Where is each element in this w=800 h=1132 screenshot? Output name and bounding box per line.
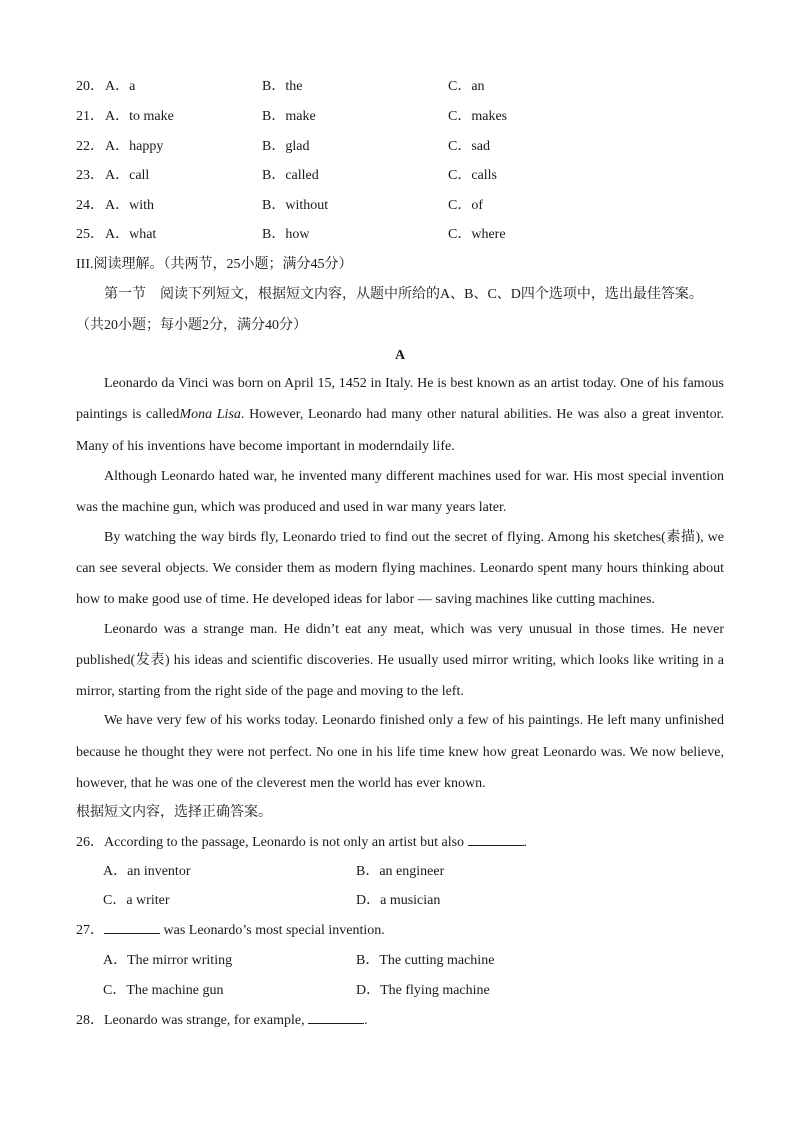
passage-line: Although Leonardo hated war, he invented many different machines used for war. His most special invention <box>104 469 724 484</box>
passage-line: We have very few of his works today. Leonardo finished only a few of his paintings. He left many unfinished <box>104 713 724 728</box>
option-c: C．an <box>448 79 485 94</box>
question-28-stem <box>76 1010 724 1032</box>
passage-line: how to make good use of time. He developed ideas for labor — saving machines like cutting machines. <box>76 592 655 607</box>
passage-line: Many of his inventions have become important in moderndaily life. <box>76 439 455 454</box>
question-27-option-b: B．The cutting machine <box>356 953 495 968</box>
question-26-option-a: A．an inventor <box>103 864 191 879</box>
option-c: C．sad <box>448 139 490 154</box>
option-b: B．glad <box>262 139 310 154</box>
question-27-option-d: D．The flying machine <box>356 983 490 998</box>
question-27-stem <box>76 920 724 942</box>
question-text: was Leonardo’s most special invention. <box>160 923 385 938</box>
option-b: B．make <box>262 109 316 124</box>
section-instruction: 第一节 阅读下列短文，根据短文内容，从题中所给的A、B、C、D四个选项中，选出最佳答案。 <box>104 287 703 302</box>
section-instruction-score: （共20小题；每小题2分，满分40分） <box>76 318 307 333</box>
passage-text: paintings is called <box>76 407 180 422</box>
question-text: 27． <box>76 923 104 938</box>
option-a: A．a <box>105 79 136 94</box>
passage-label: A <box>394 348 406 363</box>
passage-text: . However, Leonardo had many other natural abilities. He was also a great inventor. <box>240 407 724 422</box>
option-c: C．calls <box>448 168 497 183</box>
passage-line: however, that he was one of the cleverest men the world has ever known. <box>76 776 486 791</box>
question-text: . <box>523 835 528 850</box>
question-26-option-b: B．an engineer <box>356 864 445 879</box>
question-number: 24． <box>76 198 104 213</box>
question-number: 25． <box>76 227 104 242</box>
question-26-option-d: D．a musician <box>356 893 441 908</box>
passage-line <box>76 404 724 426</box>
question-number: 23． <box>76 168 104 183</box>
passage-line: published(发表) his ideas and scientific discoveries. He usually used mirror writing, which looks like writing in a <box>76 653 724 668</box>
passage-line: can see several objects. We consider them as modern flying machines. Leonardo spent many hours thinking about <box>76 561 724 576</box>
question-number: 22． <box>76 139 104 154</box>
option-b: B．how <box>262 227 310 242</box>
option-b: B．the <box>262 79 303 94</box>
option-a: A．to make <box>105 109 174 124</box>
passage-line: mirror, starting from the right side of the page and moving to the left. <box>76 684 464 699</box>
option-c: C．of <box>448 198 483 213</box>
option-c: C．makes <box>448 109 508 124</box>
question-26-option-c: C．a writer <box>103 893 170 908</box>
question-number: 21． <box>76 109 104 124</box>
question-number: 20． <box>76 79 104 94</box>
passage-line: Leonardo da Vinci was born on April 15, 1452 in Italy. He is best known as an artist today. One of his famous <box>104 376 724 391</box>
option-a: A．what <box>105 227 157 242</box>
passage-line: was the machine gun, which was produced and used in war many years later. <box>76 500 507 515</box>
answer-blank <box>104 921 160 934</box>
option-a: A．happy <box>105 139 164 154</box>
question-27-option-a: A．The mirror writing <box>103 953 233 968</box>
section-title: III.阅读理解。（共两节，25小题；满分45分） <box>76 257 353 272</box>
passage-line: By watching the way birds fly, Leonardo tried to find out the secret of flying. Among his sketches(素描), we <box>104 530 724 545</box>
answer-blank <box>468 833 524 846</box>
option-c: C．where <box>448 227 506 242</box>
passage-line: because he thought they were not perfect. No one in his life time knew how great Leonardo was. We now believe, <box>76 745 724 760</box>
painting-title: Mona Lisa <box>179 407 241 422</box>
questions-intro: 根据短文内容，选择正确答案。 <box>76 805 272 820</box>
answer-blank <box>308 1011 364 1024</box>
question-text: 26．According to the passage, Leonardo is not only an artist but also <box>76 835 468 850</box>
option-a: A．with <box>105 198 154 213</box>
question-26-stem <box>76 832 724 854</box>
passage-line: Leonardo was a strange man. He didn’t eat any meat, which was very unusual in those times. He never <box>104 622 724 637</box>
question-text: . <box>364 1013 368 1028</box>
question-27-option-c: C．The machine gun <box>103 983 224 998</box>
option-b: B．without <box>262 198 329 213</box>
option-b: B．called <box>262 168 319 183</box>
option-a: A．call <box>105 168 150 183</box>
question-text: 28．Leonardo was strange, for example, <box>76 1013 309 1028</box>
